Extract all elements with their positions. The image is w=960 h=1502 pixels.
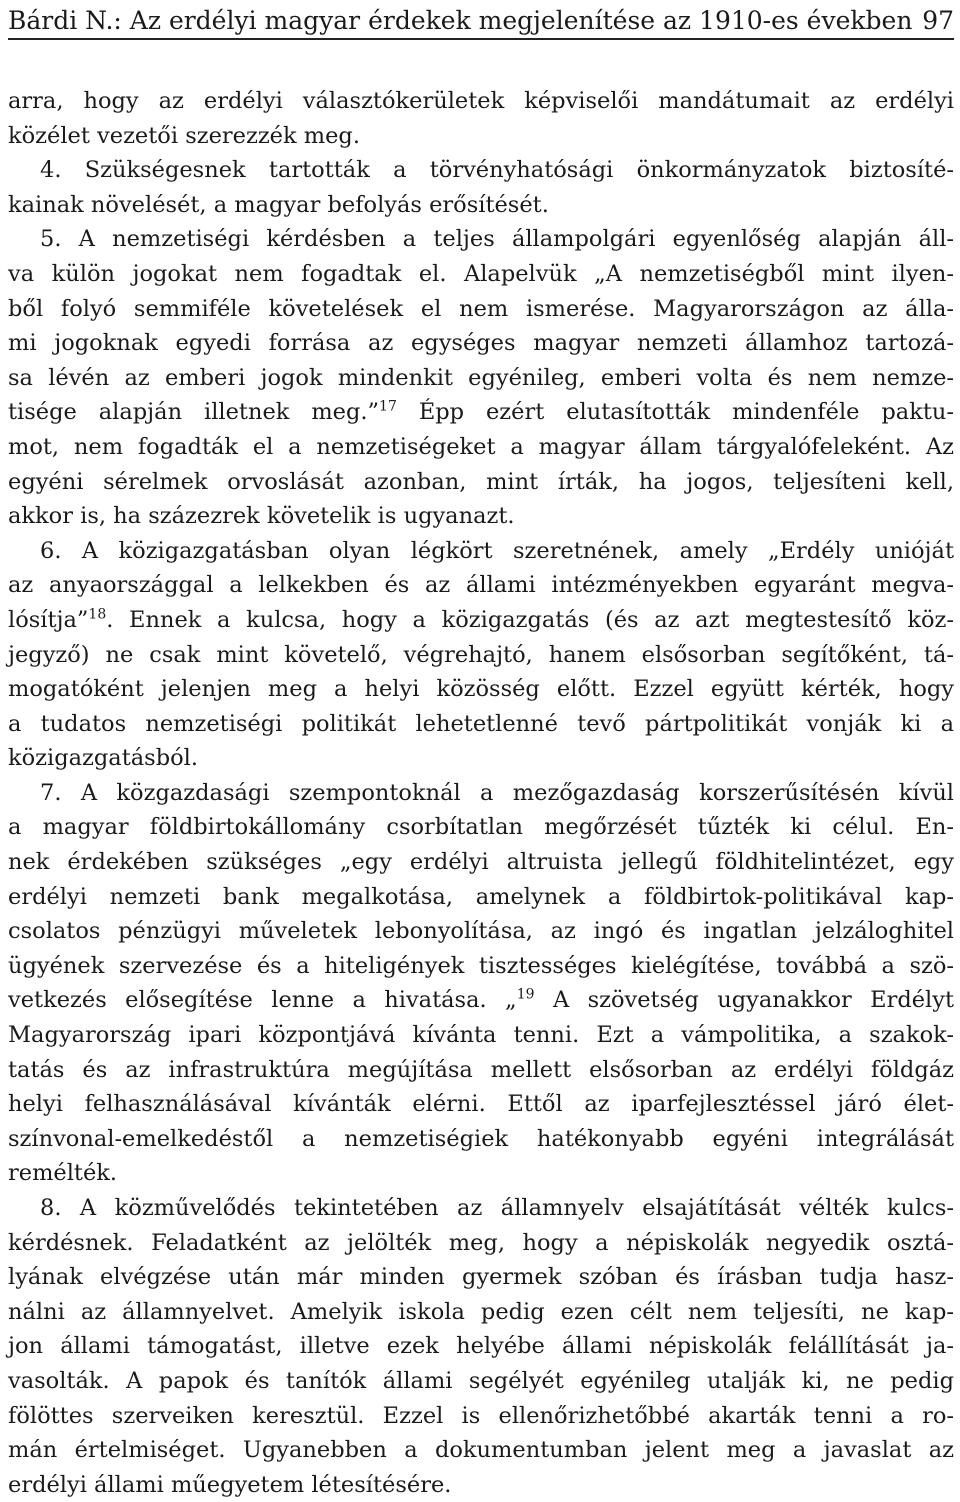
text-line bbox=[8, 395, 954, 430]
text-line-content: fölöttes szerveiken keresztül. Ezzel is ellenőrizhetőbbé akarták tenni a ro- bbox=[8, 1402, 954, 1429]
text-line-content: sa lévén az emberi jogok mindenkit egyénileg, emberi volta és nem nemze- bbox=[8, 364, 954, 391]
text-line-content: akkor is, ha százezrek követelik is ugyanazt. bbox=[8, 503, 515, 530]
text-line-content: 7. A közgazdasági szempontoknál a mezőgazdaság korszerűsítésén kívül bbox=[40, 779, 954, 806]
text-line bbox=[8, 534, 954, 569]
body-text bbox=[8, 84, 954, 1502]
text-line-content: az anyaországgal a lelkekben és az állami intézményekben egyaránt megva- bbox=[8, 572, 954, 599]
text-line-content: 5. A nemzetiségi kérdésben a teljes állampolgári egyenlőség alapján áll- bbox=[40, 226, 954, 253]
text-line bbox=[8, 1399, 954, 1434]
text-line bbox=[8, 603, 954, 638]
text-line bbox=[8, 810, 954, 845]
text-line bbox=[8, 845, 954, 880]
text-line-content: a tudatos nemzetiségi politikát lehetetlenné tevő pártpolitikát vonják ki a bbox=[8, 710, 954, 737]
text-line-content: egyéni sérelmek orvoslását azonban, mint írták, ha jogos, teljesíteni kell, bbox=[8, 468, 954, 495]
text-line-content: ügyének szervezése és a hiteligények tisztességes kielégítése, továbbá a szö- bbox=[8, 952, 954, 979]
text-line-content: 6. A közigazgatásban olyan légkört szeretnének, amely „Erdély unióját bbox=[40, 537, 954, 564]
text-line-content: 4. Szükségesnek tartották a törvényhatósági önkormányzatok biztosíté- bbox=[40, 157, 954, 184]
text-line bbox=[8, 465, 954, 500]
text-line-content: mogatóként jelenjen meg a helyi közösség előtt. Ezzel együtt kérték, hogy bbox=[8, 676, 954, 703]
text-line-content: Magyarország ipari központjává kívánta tenni. Ezt a vámpolitika, a szakok- bbox=[8, 1022, 954, 1049]
text-line bbox=[8, 1364, 954, 1399]
text-line-content: arra, hogy az erdélyi választókerületek képviselői mandátumait az erdélyi bbox=[8, 88, 954, 114]
text-line bbox=[8, 361, 954, 396]
text-line-content: jon állami támogatást, illetve ezek helyébe állami népiskolák felállítását ja- bbox=[8, 1333, 954, 1360]
text-line bbox=[8, 257, 954, 292]
text-line bbox=[8, 222, 954, 257]
text-line bbox=[8, 741, 954, 776]
text-line-continuation: Épp ezért elutasították mindenféle paktu- bbox=[396, 399, 954, 426]
text-line-content: ből folyó semmiféle követelések el nem ismerése. Magyarországon az álla- bbox=[8, 295, 954, 322]
text-line bbox=[8, 949, 954, 984]
document-page bbox=[8, 0, 954, 1498]
text-line bbox=[8, 1156, 954, 1191]
text-line bbox=[8, 153, 954, 188]
text-line-content: mán értelmiséget. Ugyanebben a dokumentumban jelent meg a javaslat az bbox=[8, 1437, 954, 1464]
text-line-content: remélték. bbox=[8, 1160, 118, 1187]
page-number: 97 bbox=[922, 6, 954, 35]
text-line-content: lósítja” bbox=[8, 606, 89, 633]
text-line bbox=[8, 1295, 954, 1330]
text-line bbox=[8, 430, 954, 465]
text-line bbox=[8, 1087, 954, 1122]
text-line bbox=[8, 914, 954, 949]
text-line bbox=[8, 1053, 954, 1088]
text-line bbox=[8, 1018, 954, 1053]
text-line bbox=[8, 707, 954, 742]
running-header bbox=[8, 0, 954, 40]
text-line-content: kérdésnek. Feladatként az jelölték meg, hogy a népiskolák negyedik osztá- bbox=[8, 1229, 954, 1256]
footnote-reference: 19 bbox=[516, 986, 535, 1003]
text-line-continuation: . Ennek a kulcsa, hogy a közigazgatás (és az azt megtestesítő köz- bbox=[106, 606, 954, 633]
text-line-content: lyának elvégzése után már minden gyermek szóban és írásban tudja hasz- bbox=[8, 1264, 954, 1291]
footnote-reference: 17 bbox=[379, 398, 397, 415]
text-line bbox=[8, 292, 954, 327]
text-line bbox=[8, 1226, 954, 1261]
text-line-content: erdélyi állami műegyetem létesítésére. bbox=[8, 1471, 452, 1498]
text-line bbox=[8, 326, 954, 361]
text-line bbox=[8, 1468, 954, 1502]
text-line bbox=[8, 638, 954, 673]
text-line bbox=[8, 776, 954, 811]
text-line bbox=[8, 1433, 954, 1468]
text-line bbox=[8, 119, 954, 154]
text-line bbox=[8, 188, 954, 223]
text-line-content: tisége alapján illetnek meg.” bbox=[8, 399, 380, 426]
text-line-content: mi jogoknak egyedi forrása az egységes magyar nemzeti államhoz tartozá- bbox=[8, 330, 954, 357]
text-line bbox=[8, 499, 954, 534]
text-line-content: vetkezés elősegítése lenne a hivatása. „ bbox=[8, 987, 517, 1014]
text-line bbox=[8, 1191, 954, 1226]
text-line bbox=[8, 983, 954, 1018]
text-line-content: helyi felhasználásával kívánták elérni. Ettől az iparfejlesztéssel járó élet- bbox=[8, 1091, 954, 1118]
text-line bbox=[8, 1260, 954, 1295]
text-line-content: a magyar földbirtokállomány csorbítatlan megőrzését tűzték ki célul. En- bbox=[8, 814, 954, 841]
text-line bbox=[8, 1122, 954, 1157]
text-line-content: jegyző) ne csak mint követelő, végrehajtó, hanem elsősorban segítőként, tá- bbox=[8, 641, 954, 668]
text-line-content: erdélyi nemzeti bank megalkotása, amelynek a földbirtok-politikával kap- bbox=[8, 883, 954, 910]
text-line bbox=[8, 84, 954, 119]
text-line-content: közigazgatásból. bbox=[8, 745, 199, 772]
text-line-content: csolatos pénzügyi műveletek lebonyolítása, az ingó és ingatlan jelzáloghitel bbox=[8, 918, 954, 945]
text-line bbox=[8, 672, 954, 707]
text-line-content: mot, nem fogadták el a nemzetiségeket a magyar állam tárgyalófeleként. Az bbox=[8, 433, 954, 460]
footnote-reference: 18 bbox=[88, 606, 107, 623]
text-line-content: nek érdekében szükséges „egy erdélyi altruista jellegű földhitelintézet, egy bbox=[8, 849, 954, 876]
text-line-content: 8. A közművelődés tekintetében az államnyelv elsajátítását vélték kulcs- bbox=[40, 1195, 954, 1221]
text-line-content: vasolták. A papok és tanítók állami segélyét egyénileg utalják ki, ne pedig bbox=[8, 1367, 954, 1394]
text-line bbox=[8, 880, 954, 915]
text-line-content: tatás és az infrastruktúra megújítása mellett elsősorban az erdélyi földgáz bbox=[8, 1056, 954, 1083]
text-line-content: közélet vezetői szerezzék meg. bbox=[8, 122, 360, 149]
text-line bbox=[8, 1329, 954, 1364]
running-header-title: Bárdi N.: Az erdélyi magyar érdekek megjelenítése az 1910-es években bbox=[8, 6, 913, 35]
text-line-content: kainak növelését, a magyar befolyás erősítését. bbox=[8, 191, 549, 218]
text-line bbox=[8, 568, 954, 603]
text-line-content: színvonal-emelkedéstől a nemzetiségiek hatékonyabb egyéni integrálását bbox=[8, 1125, 954, 1152]
text-line-continuation: A szövetség ugyanakkor Erdélyt bbox=[534, 987, 954, 1014]
text-line-content: va külön jogokat nem fogadtak el. Alapelvük „A nemzetiségből mint ilyen- bbox=[8, 260, 954, 287]
text-line-content: nálni az államnyelvet. Amelyik iskola pedig ezen célt nem teljesíti, ne kap- bbox=[8, 1298, 954, 1325]
